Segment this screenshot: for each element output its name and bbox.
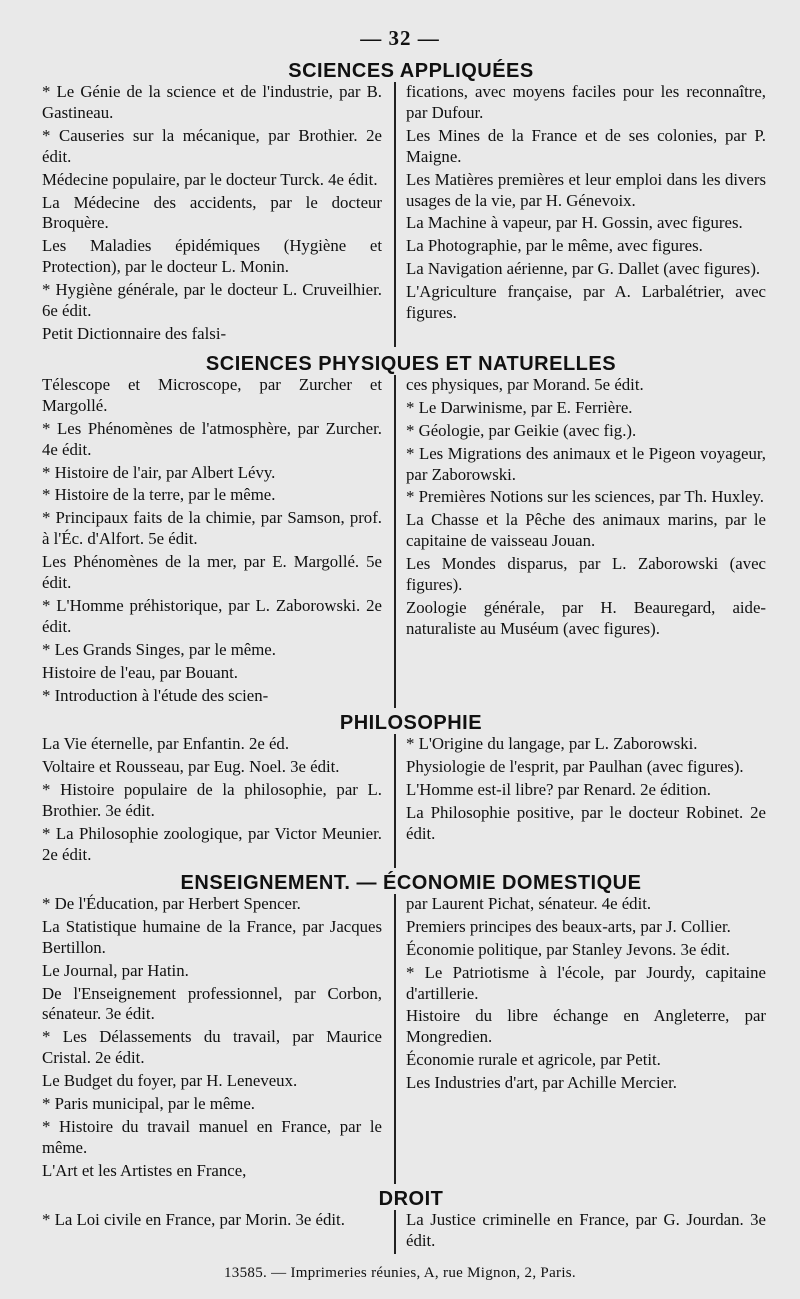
catalog-entry: Le Budget du foyer, par H. Leneveux. [42, 1071, 298, 1091]
catalog-entry: Histoire de l'eau, par Bouant. [42, 662, 238, 682]
printer-footer: 13585. — Imprimeries réunies, A, rue Mignon, 2, Paris. [224, 1265, 576, 1281]
section-heading: SCIENCES APPLIQUÉES [288, 60, 534, 82]
catalog-entry: * Le Génie de la science et de l'industrie, par B. Gastineau. [42, 82, 382, 122]
catalog-entry: * Histoire de l'air, par Albert Lévy. [42, 462, 276, 482]
catalog-entry: * La Philosophie zoologique, par Victor Meunier. 2e édit. [42, 824, 382, 864]
right-column [402, 82, 766, 347]
catalog-entry: L'Homme est-il libre? par Renard. 2e édition. [406, 780, 711, 800]
column-divider [394, 894, 396, 1184]
catalog-entry: * L'Homme préhistorique, par L. Zaborowski. 2e édit. [42, 595, 382, 636]
left-column [42, 734, 390, 867]
catalog-entry: * L'Origine du langage, par L. Zaborowski. [406, 734, 698, 754]
two-column-list [42, 1210, 780, 1254]
catalog-entry: La Statistique humaine de la France, par Jacques Bertillon. [42, 916, 382, 957]
catalog-entry: L'Agriculture française, par A. Larbalétrier, avec figures. [406, 282, 766, 323]
section-heading: PHILOSOPHIE [339, 712, 483, 735]
section-block [42, 712, 780, 867]
catalog-entry: Médecine populaire, par le docteur Turck. 4e édit. [42, 169, 378, 189]
catalog-entry: * Histoire du travail manuel en France, par le même. [42, 1116, 382, 1157]
catalog-content [42, 60, 780, 1254]
two-column-list [42, 894, 780, 1184]
catalog-entry: La Vie éternelle, par Enfantin. 2e éd. [42, 734, 290, 754]
catalog-entry: Histoire du libre échange en Angleterre, par Mongredien. [406, 1006, 766, 1047]
catalog-entry: Zoologie générale, par H. Beauregard, aide-naturaliste au Muséum (avec figures). [406, 597, 766, 638]
right-column [402, 894, 766, 1184]
catalog-entry: De l'Enseignement professionnel, par Corbon, sénateur. 3e édit. [42, 983, 382, 1024]
right-column [402, 734, 766, 867]
catalog-entry: ces physiques, par Morand. 5e édit. [406, 374, 644, 394]
catalog-entry: La Justice criminelle en France, par G. Jourdan. 3e édit. [406, 1209, 766, 1250]
catalog-entry: * Causeries sur la mécanique, par Brothier. 2e édit. [42, 125, 382, 166]
column-divider [394, 1210, 396, 1254]
catalog-entry: La Photographie, par le même, avec figures. [406, 236, 703, 256]
section-block [42, 1188, 780, 1254]
catalog-entry: Les Maladies épidémiques (Hygiène et Protection), par le docteur L. Monin. [42, 236, 382, 277]
catalog-entry: * De l'Éducation, par Herbert Spencer. [42, 893, 301, 913]
two-column-list [42, 734, 780, 867]
catalog-entry: Les Mondes disparus, par L. Zaborowski (avec figures). [406, 554, 766, 595]
catalog-entry: * Principaux faits de la chimie, par Samson, prof. à l'Éc. d'Alfort. 5e édit. [42, 508, 382, 549]
catalog-entry: * Géologie, par Geikie (avec fig.). [406, 420, 637, 440]
catalog-entry: * Hygiène générale, par le docteur L. Cruveilhier. 6e édit. [42, 280, 382, 321]
section-heading: ENSEIGNEMENT. — ÉCONOMIE DOMESTIQUE [180, 871, 642, 894]
catalog-entry: Petit Dictionnaire des falsi- [42, 323, 227, 343]
right-column [402, 375, 766, 709]
catalog-entry: Les Phénomènes de la mer, par E. Margollé. 5e édit. [42, 552, 382, 593]
catalog-entry: La Philosophie positive, par le docteur Robinet. 2e édit. [406, 803, 766, 844]
catalog-entry: Les Matières premières et leur emploi dans les divers usages de la vie, par H. Génevoix. [406, 169, 766, 210]
catalog-entry: * Paris municipal, par le même. [42, 1094, 255, 1114]
catalog-entry: La Machine à vapeur, par H. Gossin, avec figures. [406, 213, 743, 233]
catalog-entry: * La Loi civile en France, par Morin. 3e édit. [42, 1209, 345, 1229]
catalog-entry: Économie rurale et agricole, par Petit. [406, 1050, 661, 1070]
section-block [42, 353, 780, 709]
catalog-entry: * Histoire de la terre, par le même. [42, 485, 276, 505]
catalog-entry: * Histoire populaire de la philosophie, par L. Brothier. 3e édit. [42, 780, 382, 821]
column-divider [394, 375, 396, 709]
left-column [42, 375, 390, 709]
catalog-entry: * Les Migrations des animaux et le Pigeon voyageur, par Zaborowski. [406, 443, 766, 484]
catalog-entry: * Les Délassements du travail, par Maurice Cristal. 2e édit. [42, 1027, 382, 1068]
section-block [42, 60, 780, 347]
catalog-entry: La Navigation aérienne, par G. Dallet (avec figures). [406, 259, 761, 279]
right-column [402, 1210, 766, 1254]
catalog-entry: Voltaire et Rousseau, par Eug. Noel. 3e édit. [42, 757, 340, 777]
catalog-entry: Les Mines de la France et de ses colonies, par P. Maigne. [406, 125, 766, 166]
catalog-entry: par Laurent Pichat, sénateur. 4e édit. [406, 893, 652, 913]
catalog-entry: Le Journal, par Hatin. [42, 960, 189, 980]
catalog-entry: La Médecine des accidents, par le docteur Broquère. [42, 192, 382, 233]
left-column [42, 82, 390, 347]
catalog-entry: * Le Darwinisme, par E. Ferrière. [406, 397, 633, 417]
left-column [42, 1210, 390, 1254]
catalog-entry: * Les Grands Singes, par le même. [42, 639, 276, 659]
left-column [42, 894, 390, 1184]
catalog-entry: * Introduction à l'étude des scien- [42, 685, 269, 705]
catalog-entry: La Chasse et la Pêche des animaux marins, par le capitaine de vaisseau Jouan. [406, 510, 766, 551]
column-divider [394, 82, 396, 347]
catalog-entry: * Les Phénomènes de l'atmosphère, par Zurcher. 4e édit. [42, 418, 382, 459]
catalog-entry: * Le Patriotisme à l'école, par Jourdy, capitaine d'artillerie. [406, 962, 766, 1003]
catalog-entry: Premiers principes des beaux-arts, par J. Collier. [406, 916, 731, 936]
column-divider [394, 734, 396, 867]
catalog-entry: L'Art et les Artistes en France, [42, 1160, 247, 1180]
page-number: — 32 — [360, 26, 440, 50]
catalog-entry: Les Industries d'art, par Achille Mercier. [406, 1073, 677, 1093]
catalog-entry: Télescope et Microscope, par Zurcher et Margollé. [42, 374, 382, 415]
two-column-list [42, 82, 780, 347]
section-block [42, 872, 780, 1184]
catalog-entry: * Premières Notions sur les sciences, par Th. Huxley. [406, 487, 764, 507]
two-column-list [42, 375, 780, 709]
section-heading: SCIENCES PHYSIQUES ET NATURELLES [205, 352, 617, 375]
section-heading: DROIT [378, 1187, 444, 1210]
catalog-entry: fications, avec moyens faciles pour les reconnaître, par Dufour. [406, 82, 766, 122]
catalog-entry: Physiologie de l'esprit, par Paulhan (avec figures). [406, 757, 744, 777]
catalog-entry: Économie politique, par Stanley Jevons. 3e édit. [406, 939, 730, 959]
